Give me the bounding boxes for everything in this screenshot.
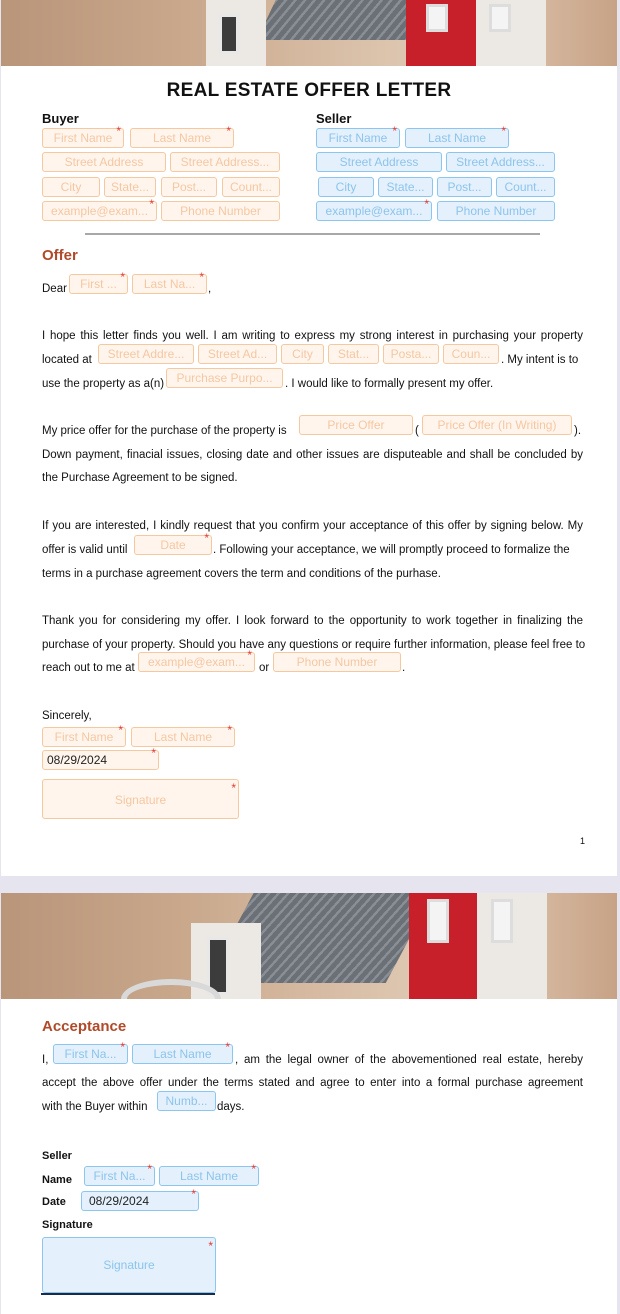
offer-valid-text: offer is valid until xyxy=(42,544,128,556)
intent-text: . My intent is to xyxy=(501,354,579,366)
seller-first-name-field[interactable]: First Name * xyxy=(316,128,400,148)
offer-paragraph-4-line-1: Thank you for considering my offer. I look forward to the opportunity to work together in finalizing the xyxy=(42,615,583,627)
acceptance-line-2: accept the above offer under the terms stated and agree to enter into a formal purchase agreement xyxy=(42,1077,583,1089)
reach-out-text: reach out to me at xyxy=(42,662,135,674)
dear-last-name-field[interactable]: Last Na... * xyxy=(132,274,207,294)
price-offer-field[interactable]: Price Offer xyxy=(299,415,413,435)
present-offer-text: . I would like to formally present my offer. xyxy=(285,378,494,390)
dear-text: Dear xyxy=(42,283,67,295)
buyer-postal-field[interactable]: Post... xyxy=(161,177,217,197)
name-label: Name xyxy=(42,1174,72,1186)
property-state-field[interactable]: Stat... xyxy=(328,344,379,364)
dear-comma: , xyxy=(208,283,212,295)
property-city-field[interactable]: City xyxy=(281,344,324,364)
seller-country-field[interactable]: Count... xyxy=(496,177,555,197)
located-at-text: located at xyxy=(42,354,92,366)
acceptance-heading: Acceptance xyxy=(42,1018,127,1035)
reach-phone-field[interactable]: Phone Number xyxy=(273,652,401,672)
section-divider xyxy=(85,233,540,235)
price-offer-text: My price offer for the purchase of the property is xyxy=(42,425,287,437)
offer-paragraph-2-line-2: Down payment, finacial issues, closing date and other issues are disputeable and shall be concluded by xyxy=(42,449,583,461)
buyer-street-address-2-field[interactable]: Street Address... xyxy=(170,152,280,172)
seller-label: Seller xyxy=(316,111,352,126)
reach-period: . xyxy=(402,662,406,674)
buyer-label: Buyer xyxy=(42,111,79,126)
acceptance-date-field[interactable]: 08/29/2024 * xyxy=(81,1191,199,1211)
paren-close: ). xyxy=(574,425,582,437)
buyer-state-field[interactable]: State... xyxy=(104,177,156,197)
buyer-email-field[interactable]: example@exam... * xyxy=(42,201,157,221)
signer-last-name-field[interactable]: Last Name * xyxy=(131,727,235,747)
use-property-text: use the property as a(n) xyxy=(42,378,165,390)
offer-paragraph-2-line-3: the Purchase Agreement to be signed. xyxy=(42,472,238,484)
date-label: Date xyxy=(42,1196,66,1208)
page-2 xyxy=(1,893,617,1314)
buyer-city-field[interactable]: City xyxy=(42,177,100,197)
house-banner-image-2 xyxy=(1,893,617,999)
buyer-last-name-field[interactable]: Last Name * xyxy=(130,128,234,148)
offer-paragraph-3-line-3: terms in a purchase agreement covers the term and conditions of the purhase. xyxy=(42,568,441,580)
offer-paragraph-3-line-1: If you are interested, I kindly request that you confirm your acceptance of this offer by signing below. My xyxy=(42,520,583,532)
sincerely-text: Sincerely, xyxy=(42,710,92,722)
seller-state-field[interactable]: State... xyxy=(378,177,433,197)
price-offer-in-writing-field[interactable]: Price Offer (In Writing) xyxy=(422,415,572,435)
within-text: with the Buyer within xyxy=(42,1101,148,1113)
property-postal-field[interactable]: Posta... xyxy=(383,344,439,364)
seller-city-field[interactable]: City xyxy=(318,177,374,197)
offer-paragraph-1-line-1: I hope this letter finds you well. I am writing to express my strong interest in purchasing your property xyxy=(42,330,583,342)
paren-open: ( xyxy=(415,425,419,437)
seller-street-address-2-field[interactable]: Street Address... xyxy=(446,152,555,172)
property-street-address-field[interactable]: Street Addre... xyxy=(98,344,194,364)
or-text: or xyxy=(259,662,270,674)
dear-first-name-field[interactable]: First ... * xyxy=(69,274,128,294)
page-1 xyxy=(1,0,617,876)
buyer-country-field[interactable]: Count... xyxy=(222,177,280,197)
buyer-signature-field[interactable]: Signature * xyxy=(42,779,239,819)
purchase-purpose-field[interactable]: Purchase Purpo... xyxy=(166,368,283,388)
days-text: days. xyxy=(217,1101,245,1113)
signer-first-name-field[interactable]: First Name * xyxy=(42,727,126,747)
acceptance-seller-label: Seller xyxy=(42,1150,72,1162)
seller-street-address-field[interactable]: Street Address xyxy=(316,152,442,172)
owner-first-name-field[interactable]: First Na... * xyxy=(53,1044,128,1064)
reach-email-field[interactable]: example@exam... * xyxy=(138,652,255,672)
offer-heading: Offer xyxy=(42,247,78,264)
seller-postal-field[interactable]: Post... xyxy=(437,177,492,197)
property-street-address-2-field[interactable]: Street Ad... xyxy=(198,344,277,364)
seller-email-field[interactable]: example@exam... * xyxy=(316,201,432,221)
acceptance-last-name-field[interactable]: Last Name * xyxy=(159,1166,259,1186)
legal-owner-text: , am the legal owner of the abovementioned real estate, hereby xyxy=(235,1054,583,1066)
following-acceptance-text: . Following your acceptance, we will promptly proceed to formalize the xyxy=(213,544,570,556)
seller-last-name-field[interactable]: Last Name * xyxy=(405,128,509,148)
signature-label: Signature xyxy=(42,1219,93,1231)
acceptance-i-text: I, xyxy=(42,1054,49,1066)
owner-last-name-field[interactable]: Last Name * xyxy=(132,1044,233,1064)
buyer-phone-field[interactable]: Phone Number xyxy=(161,201,280,221)
buyer-first-name-field[interactable]: First Name * xyxy=(42,128,124,148)
house-banner-image xyxy=(1,0,617,66)
document-title: REAL ESTATE OFFER LETTER xyxy=(166,80,452,101)
seller-phone-field[interactable]: Phone Number xyxy=(437,201,555,221)
page-number: 1 xyxy=(579,836,585,846)
offer-valid-date-field[interactable]: Date * xyxy=(134,535,212,555)
seller-signature-field[interactable]: Signature * xyxy=(42,1237,216,1293)
signature-underline xyxy=(41,1293,215,1295)
buyer-street-address-field[interactable]: Street Address xyxy=(42,152,166,172)
offer-paragraph-4-line-2: purchase of your property. Should you have any questions or require further information, please feel free to xyxy=(42,639,586,651)
property-country-field[interactable]: Coun... xyxy=(443,344,499,364)
acceptance-first-name-field[interactable]: First Na... * xyxy=(84,1166,155,1186)
signer-date-field[interactable]: 08/29/2024 * xyxy=(42,750,159,770)
days-number-field[interactable]: Numb... xyxy=(157,1091,216,1111)
